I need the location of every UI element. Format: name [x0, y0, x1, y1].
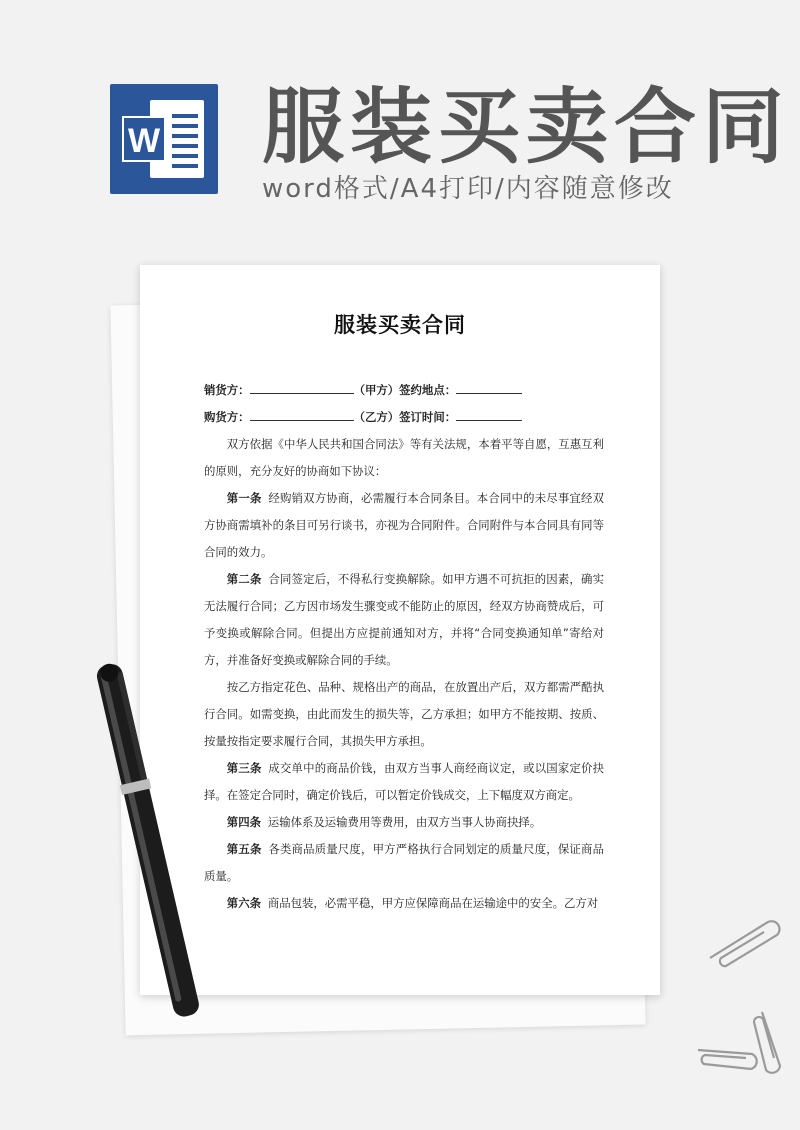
intro-paragraph: 双方依据《中华人民共和国合同法》等有关法规，本着平等自愿，互惠互利的原则，充分友好的协商如下协议：	[204, 437, 604, 478]
article-text: 合同签定后，不得私行变换解除。如甲方遇不可抗拒的因素，确实无法履行合同；乙方因市场发生骤变或不能防止的原因，经双方协商赞成后，可予变换或解除合同。但提出方应提前通知对方，并将“合同变换通知单”寄给对方，并准备好变换或解除合同的手续。	[204, 572, 604, 667]
buyer-party-label: （乙方）签订时间：	[353, 410, 457, 424]
article-label: 第一条	[226, 491, 262, 505]
sign-time-blank	[456, 406, 522, 421]
article-text: 成交单中的商品价钱，由双方当事人商经商议定，或以国家定价抉择。在签定合同时，确定价钱后，可以暂定价钱成交，上下幅度双方商定。	[204, 761, 604, 802]
article-6	[204, 890, 604, 917]
seller-blank	[250, 379, 354, 394]
article-2	[204, 566, 604, 674]
buyer-blank	[250, 406, 354, 421]
article-text: 各类商品质量尺度，甲方严格执行合同划定的质量尺度，保证商品质量。	[204, 842, 604, 883]
article-1	[204, 485, 604, 566]
banner-title: 服装买卖合同	[262, 80, 791, 175]
buyer-line	[204, 404, 604, 431]
seller-line	[204, 377, 604, 404]
word-logo-icon	[110, 84, 218, 194]
article-label: 第四条	[226, 815, 261, 829]
banner-header	[0, 0, 800, 230]
article-label: 第三条	[226, 761, 262, 775]
banner-subtitle: word格式/A4打印/内容随意修改	[262, 174, 674, 204]
article-5	[204, 836, 604, 890]
document-body	[204, 377, 604, 917]
article-label: 第六条	[226, 896, 261, 910]
article-2-continued	[204, 674, 604, 755]
article-3	[204, 755, 604, 809]
word-logo-letter: W	[122, 116, 166, 162]
buyer-label: 购货方：	[204, 410, 250, 424]
seller-party-label: （甲方）签约地点：	[353, 383, 457, 397]
article-text: 商品包装，必需平稳，甲方应保障商品在运输途中的安全。乙方对	[267, 896, 599, 910]
document-title: 服装买卖合同	[334, 313, 466, 337]
article-label: 第五条	[226, 842, 262, 856]
sign-place-blank	[456, 379, 522, 394]
article-text: 按乙方指定花色、品种、规格出产的商品，在放置出产后，双方都需严酷执行合同。如需变换，由此而发生的损失等，乙方承担；如甲方不能按期、按质、按量按指定要求履行合同，其损失甲方承担。	[204, 680, 604, 748]
article-text: 经购销双方协商，必需履行本合同条目。本合同中的未尽事宜经双方协商需填补的条目可另行谈书，亦视为合同附件。合同附件与本合同具有同等合同的效力。	[204, 491, 604, 559]
article-text: 运输体系及运输费用等费用，由双方当事人协商抉择。	[267, 815, 542, 829]
article-label: 第二条	[226, 572, 262, 586]
seller-label: 销货方：	[204, 383, 250, 397]
article-4	[204, 809, 604, 836]
pen-icon	[80, 650, 220, 1040]
paperclip-icon	[690, 900, 800, 1080]
